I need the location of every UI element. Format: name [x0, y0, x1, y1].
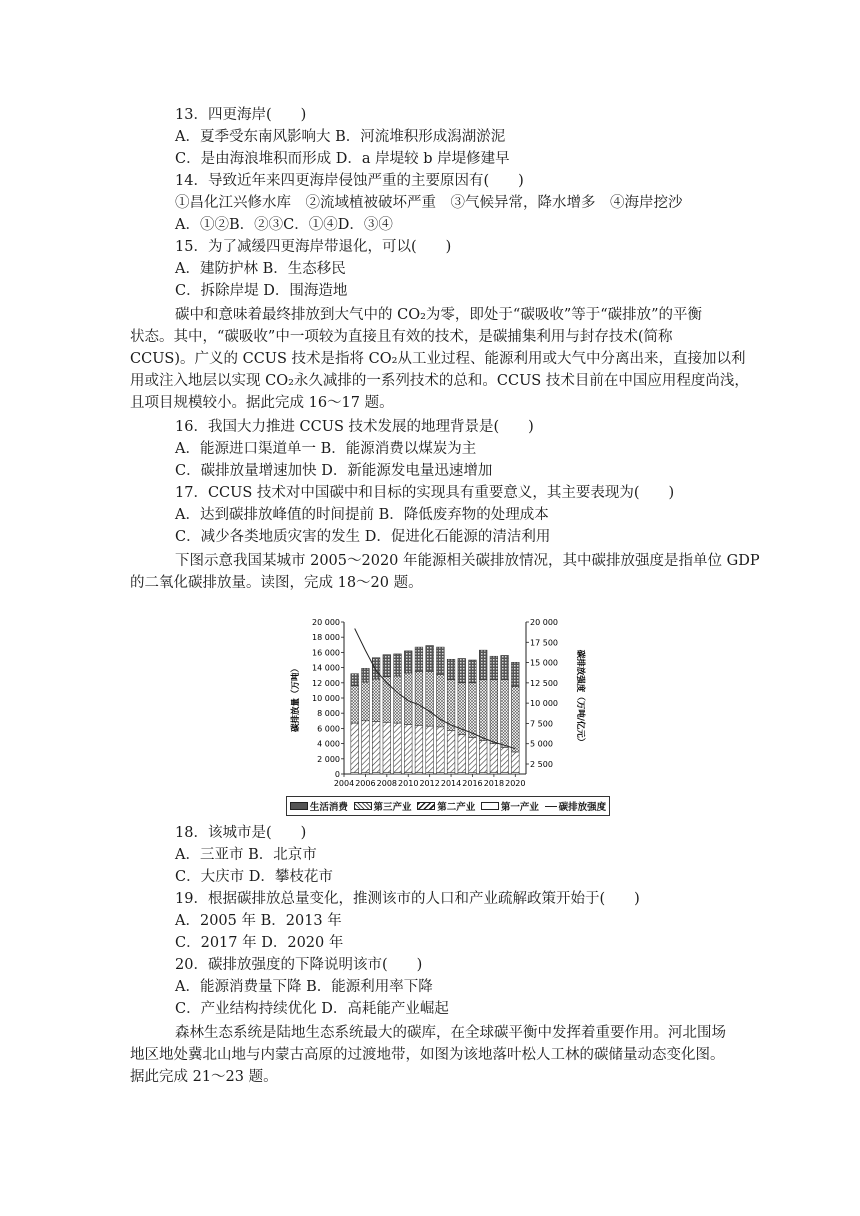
bar-second	[372, 722, 380, 773]
left-tick-label: 10 000	[312, 694, 340, 703]
text-line-8: A．建防护林 B．生态移民	[175, 261, 346, 277]
x-tick-label: 2014	[440, 779, 462, 788]
bar-life	[501, 655, 509, 679]
x-tick-label: 2012	[419, 779, 440, 788]
text-line-14: 且项目规模较小。据此完成 16～17 题。	[130, 395, 394, 411]
bar-life	[469, 660, 477, 683]
text-line-15: 16．我国大力推进 CCUS 技术发展的地理背景是( )	[175, 419, 534, 435]
text-line-19: A．达到碳排放峰值的时间提前 B．降低废弃物的处理成本	[175, 507, 549, 523]
bar-life	[426, 646, 434, 672]
bar-life	[490, 656, 498, 680]
text-line-31: C．产业结构持续优化 D．高耗能产业崛起	[175, 1001, 449, 1017]
legend-swatch-first	[481, 802, 499, 810]
text-line-27: A．2005 年 B．2013 年	[175, 913, 342, 929]
text-line-5: ①昌化江兴修水库 ②流域植被破坏严重 ③气候异常，降水增多 ④海岸挖沙	[175, 195, 683, 211]
left-tick-label: 16 000	[312, 648, 340, 658]
bar-third	[394, 676, 402, 723]
right-tick-label: 15 000	[530, 658, 558, 668]
x-tick-label: 2016	[462, 779, 483, 788]
bar-second	[436, 727, 444, 773]
bar-life	[415, 647, 423, 671]
x-tick-label: 2008	[376, 779, 398, 788]
bar-life	[362, 668, 370, 682]
legend-label-intensity: 碳排放强度	[558, 802, 607, 813]
text-line-28: C．2017 年 D．2020 年	[175, 935, 344, 951]
right-tick-label: 2 500	[530, 760, 553, 769]
text-line-7: 15．为了减缓四更海岸带退化，可以( )	[175, 239, 452, 255]
text-line-23: 18．该城市是( )	[175, 825, 307, 841]
legend-label-first: 第一产业	[500, 802, 539, 813]
text-line-11: 状态。其中，“碳吸收”中一项较为直接且有效的技术，是碳捕集利用与封存技术(简称	[130, 329, 673, 345]
legend-label-third: 第三产业	[373, 802, 412, 813]
bar-life	[404, 651, 412, 673]
text-line-6: A．①②B．②③C．①④D．③④	[175, 217, 393, 233]
right-tick-label: 17 500	[530, 638, 558, 648]
bar-second	[415, 725, 423, 772]
text-line-30: A．能源消费量下降 B．能源利用率下降	[175, 979, 433, 995]
bar-second	[351, 723, 359, 772]
legend-item-third	[354, 799, 412, 813]
left-tick-label: 0	[334, 770, 340, 779]
bar-third	[351, 686, 359, 723]
text-line-26: 19．根据碳排放总量变化，推测该市的人口和产业疏解政策开始于( )	[175, 891, 640, 907]
right-tick-label: 7 500	[530, 719, 553, 729]
bar-life	[383, 655, 391, 677]
text-line-25: C．大庆市 D．攀枝花市	[175, 869, 333, 885]
text-line-24: A．三亚市 B．北京市	[175, 847, 317, 863]
bar-third	[447, 680, 455, 731]
left-tick-label: 14 000	[312, 663, 340, 673]
x-tick-label: 2010	[398, 779, 419, 788]
bar-third	[458, 683, 466, 735]
legend-swatch-third	[354, 802, 372, 810]
bar-second	[404, 725, 412, 773]
text-line-16: A．能源进口渠道单一 B．能源消费以煤炭为主	[175, 441, 477, 457]
carbon-emission-chart	[286, 614, 586, 818]
bar-third	[469, 683, 477, 738]
text-line-9: C．拆除岸堤 D．围海造地	[175, 283, 348, 299]
bar-third	[415, 671, 423, 725]
bar-second	[394, 723, 402, 772]
bar-life	[458, 658, 466, 682]
text-line-34: 据此完成 21～23 题。	[130, 1069, 278, 1085]
x-tick-label: 2020	[505, 779, 526, 788]
legend-swatch-life	[290, 802, 308, 810]
bar-life	[447, 659, 455, 680]
left-tick-label: 8 000	[317, 709, 340, 719]
bar-second	[362, 721, 370, 773]
bar-second	[426, 726, 434, 772]
text-line-22: 的二氧化碳排放量。读图，完成 18～20 题。	[130, 575, 423, 591]
right-tick-label: 10 000	[530, 699, 558, 709]
legend-item-second	[417, 799, 475, 813]
bar-third	[501, 680, 509, 748]
bar-second	[383, 722, 391, 772]
text-line-12: CCUS)。广义的 CCUS 技术是指将 CO₂从工业过程、能源利用或大气中分离出来，直接加以利	[130, 351, 746, 367]
chart-svg	[286, 614, 586, 794]
legend-item-first	[481, 799, 539, 813]
x-tick-label: 2018	[483, 779, 505, 788]
legend-line-intensity	[545, 806, 557, 807]
legend-swatch-second	[417, 802, 435, 810]
left-tick-label: 18 000	[312, 633, 340, 643]
text-line-18: 17．CCUS 技术对中国碳中和目标的实现具有重要意义，其主要表现为( )	[175, 485, 675, 501]
left-tick-label: 2 000	[317, 754, 340, 764]
bar-life	[372, 658, 380, 679]
text-line-2: A．夏季受东南风影响大 B．河流堆积形成潟湖淤泥	[175, 129, 506, 145]
bar-third	[426, 671, 434, 726]
bar-third	[490, 680, 498, 744]
bar-third	[479, 680, 487, 741]
right-tick-label: 20 000	[530, 618, 558, 627]
bar-life	[394, 654, 402, 676]
text-line-29: 20．碳排放强度的下降说明该市( )	[175, 957, 423, 973]
bar-third	[362, 682, 370, 721]
x-tick-label: 2006	[355, 779, 376, 788]
left-tick-label: 12 000	[312, 678, 340, 688]
legend-label-life: 生活消费	[309, 802, 348, 813]
left-axis-title: 碳排放量（万吨）	[291, 663, 301, 733]
bar-second	[479, 741, 487, 773]
text-line-13: 用或注入地层以实现 CO₂永久减排的一系列技术的总和。CCUS 技术目前在中国应用程度尚浅，	[130, 373, 749, 389]
bar-second	[458, 734, 466, 772]
text-line-33: 地区地处冀北山地与内蒙古高原的过渡地带，如图为该地落叶松人工林的碳储量动态变化图。	[130, 1047, 725, 1063]
right-tick-label: 5 000	[530, 739, 553, 749]
text-line-10: 碳中和意味着最终排放到大气中的 CO₂为零，即处于“碳吸收”等于“碳排放”的平衡	[175, 307, 703, 323]
left-tick-label: 4 000	[317, 739, 340, 749]
text-line-4: 14．导致近年来四更海岸侵蚀严重的主要原因有( )	[175, 173, 524, 189]
x-tick-label: 2004	[333, 779, 355, 788]
bar-third	[372, 679, 380, 722]
bar-life	[351, 674, 359, 686]
legend-item-life	[290, 799, 348, 813]
text-line-32: 森林生态系统是陆地生态系统最大的碳库，在全球碳平衡中发挥着重要作用。河北围场	[175, 1025, 726, 1041]
left-tick-label: 6 000	[317, 724, 340, 734]
bar-second	[501, 747, 509, 772]
bar-third	[511, 687, 519, 752]
text-line-21: 下图示意我国某城市 2005～2020 年能源相关碳排放情况，其中碳排放强度是指单位 GDP	[175, 553, 760, 569]
right-axis-title: 碳排放强度（万吨/亿元）	[575, 649, 585, 747]
bar-second	[511, 752, 519, 773]
bar-life	[436, 647, 444, 674]
chart-legend	[286, 796, 610, 816]
right-tick-label: 12 500	[530, 678, 558, 688]
text-line-3: C．是由海浪堆积而形成 D．a 岸堤较 b 岸堤修建早	[175, 151, 510, 167]
bar-life	[511, 662, 519, 686]
text-line-17: C．碳排放量增速加快 D．新能源发电量迅速增加	[175, 463, 493, 479]
left-tick-label: 20 000	[312, 618, 340, 627]
bar-second	[469, 738, 477, 773]
legend-label-second: 第二产业	[437, 802, 476, 813]
bar-second	[490, 744, 498, 773]
legend-item-intensity	[545, 799, 607, 813]
bar-life	[479, 650, 487, 680]
bar-second	[447, 731, 455, 773]
text-line-1: 13．四更海岸( )	[175, 107, 307, 123]
text-line-20: C．减少各类地质灾害的发生 D．促进化石能源的清洁利用	[175, 529, 551, 545]
